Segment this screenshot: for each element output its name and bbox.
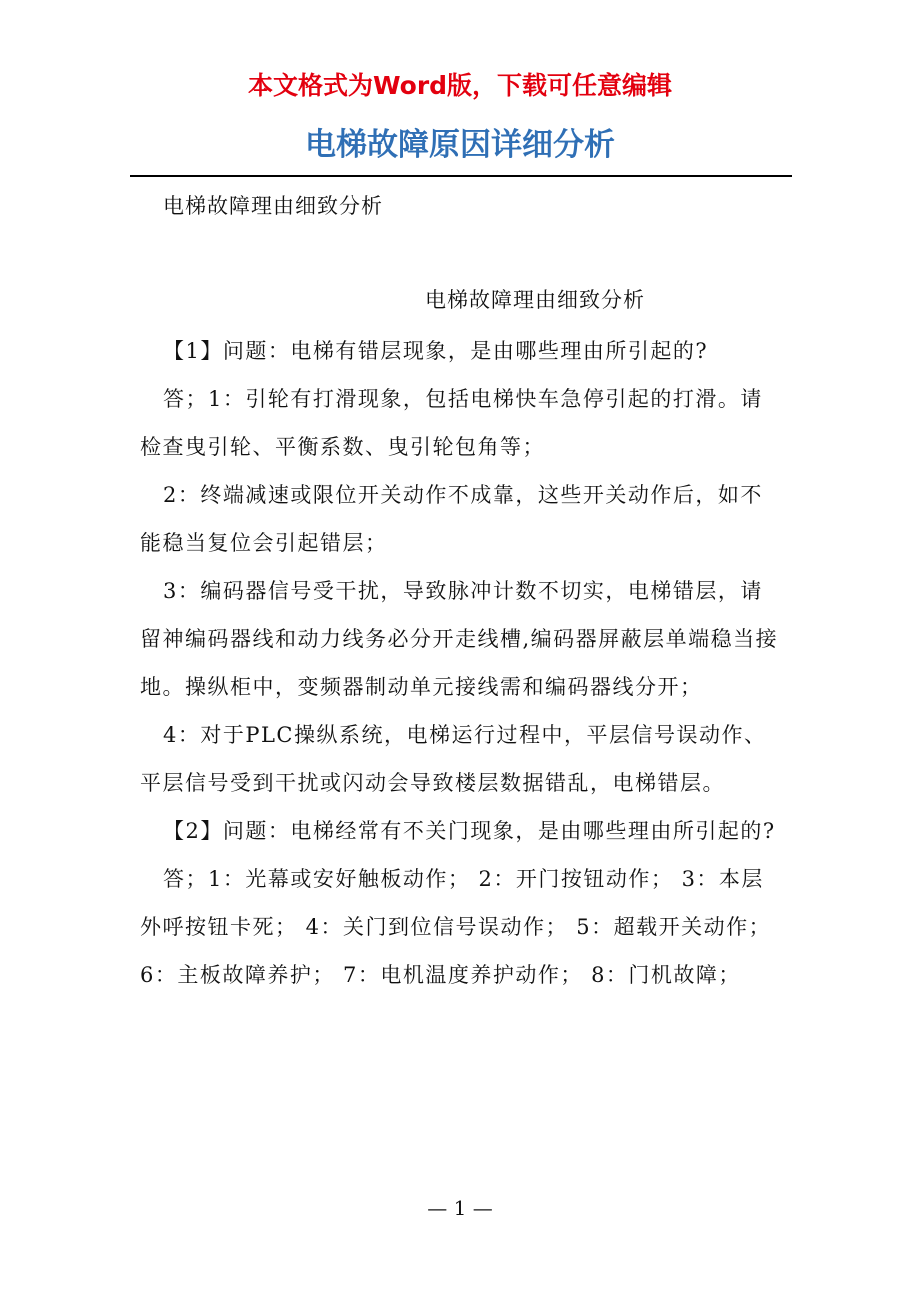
paragraph-question-2: 【2】问题：电梯经常有不关门现象，是由哪些理由所引起的? (163, 819, 776, 843)
header-divider (130, 175, 792, 177)
format-notice: 本文格式为Word版，下载可任意编辑 (247, 71, 673, 100)
paragraph-answer-2: 答；1：光幕或安好触板动作； 2：开门按钮动作； 3：本层外呼按钮卡死； 4：关门到位信号误动作； 5：超载开关动作； 6：主板故障养护； 7：电机温度养护动作； 8：门机故障； (140, 867, 772, 987)
paragraph-answer-1-3: 3：编码器信号受干扰，导致脉冲计数不切实，电梯错层，请留神编码器线和动力线务必分开走线槽,编码器屏蔽层单端稳当接地。操纵柜中，变频器制动单元接线需和编码器线分开； (140, 579, 779, 699)
subtitle-left: 电梯故障理由细致分析 (163, 194, 383, 218)
paragraph-answer-1-1: 答；1：引轮有打滑现象，包括电梯快车急停引起的打滑。请检查曳引轮、平衡系数、曳引轮包角等； (140, 387, 763, 459)
subtitle-center: 电梯故障理由细致分析 (425, 288, 645, 312)
document-body (140, 327, 782, 999)
paragraph-question-1: 【1】问题：电梯有错层现象，是由哪些理由所引起的? (163, 339, 709, 363)
paragraph-answer-1-4: 4：对于PLC操纵系统，电梯运行过程中，平层信号误动作、平层信号受到干扰或闪动会导致楼层数据错乱，电梯错层。 (140, 723, 767, 795)
page-number: — 1 — (427, 1196, 493, 1220)
paragraph-answer-1-2: 2：终端减速或限位开关动作不成靠，这些开关动作后，如不能稳当复位会引起错层； (140, 483, 763, 555)
document-title: 电梯故障原因详细分析 (305, 127, 615, 163)
